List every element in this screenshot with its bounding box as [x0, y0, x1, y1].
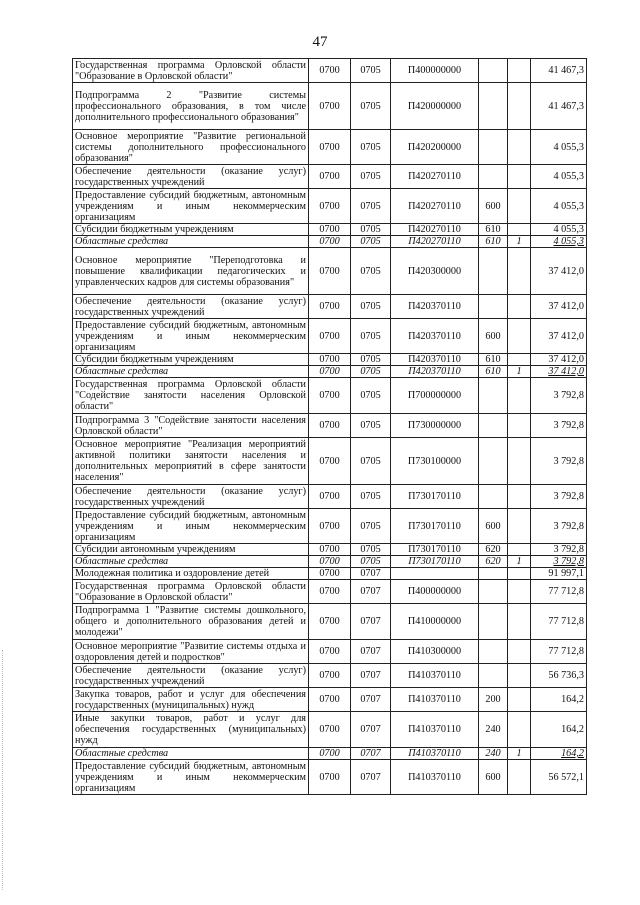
target-article-cell: П730170110: [391, 556, 479, 568]
amount-cell: 4 055,3: [531, 189, 587, 224]
section-code-cell: 0700: [309, 688, 351, 712]
subsection-code-cell: 0705: [351, 509, 391, 544]
funding-source-cell: [508, 189, 531, 224]
section-code-cell: 0700: [309, 414, 351, 438]
table-row: [73, 59, 587, 83]
row-name-cell: Обеспечение деятельности (оказание услуг) государственных учреждений: [73, 165, 309, 189]
section-code-cell: 0700: [309, 580, 351, 604]
subsection-code-cell: 0707: [351, 580, 391, 604]
amount-cell: 37 412,0: [531, 319, 587, 354]
section-code-cell: 0700: [309, 556, 351, 568]
subsection-code-cell: 0705: [351, 438, 391, 485]
section-code-cell: 0700: [309, 295, 351, 319]
funding-source-cell: [508, 354, 531, 366]
subsection-code-cell: 0707: [351, 604, 391, 640]
subsection-code-cell: 0705: [351, 165, 391, 189]
expense-type-cell: [479, 580, 508, 604]
row-name-cell: Областные средства: [73, 748, 309, 760]
expense-type-cell: 600: [479, 319, 508, 354]
funding-source-cell: 1: [508, 748, 531, 760]
section-code-cell: 0700: [309, 236, 351, 248]
target-article-cell: П420270110: [391, 189, 479, 224]
section-code-cell: 0700: [309, 438, 351, 485]
expense-type-cell: 200: [479, 688, 508, 712]
table-row: [73, 378, 587, 414]
target-article-cell: П420370110: [391, 295, 479, 319]
expense-type-cell: 620: [479, 544, 508, 556]
amount-cell: 164,2: [531, 688, 587, 712]
table-row: [73, 604, 587, 640]
row-name-cell: Обеспечение деятельности (оказание услуг) государственных учреждений: [73, 664, 309, 688]
amount-cell: 37 412,0: [531, 354, 587, 366]
target-article-cell: П420370110: [391, 319, 479, 354]
subsection-code-cell: 0705: [351, 366, 391, 378]
funding-source-cell: [508, 438, 531, 485]
expense-type-cell: [479, 664, 508, 688]
amount-cell: 37 412,0: [531, 366, 587, 378]
subsection-code-cell: 0707: [351, 748, 391, 760]
amount-cell: 37 412,0: [531, 248, 587, 295]
amount-cell: 164,2: [531, 748, 587, 760]
section-code-cell: 0700: [309, 485, 351, 509]
funding-source-cell: 1: [508, 236, 531, 248]
subsection-code-cell: 0707: [351, 760, 391, 795]
amount-cell: 164,2: [531, 712, 587, 748]
row-name-cell: Государственная программа Орловской области "Образование в Орловской области": [73, 59, 309, 83]
target-article-cell: П420370110: [391, 354, 479, 366]
subsection-code-cell: 0705: [351, 189, 391, 224]
table-row: [73, 366, 587, 378]
row-name-cell: Субсидии бюджетным учреждениям: [73, 224, 309, 236]
expense-type-cell: [479, 248, 508, 295]
funding-source-cell: [508, 485, 531, 509]
row-name-cell: Основное мероприятие "Развитие системы отдыха и оздоровления детей и подростков": [73, 640, 309, 664]
funding-source-cell: [508, 83, 531, 130]
subsection-code-cell: 0707: [351, 640, 391, 664]
funding-source-cell: [508, 509, 531, 544]
target-article-cell: П730000000: [391, 414, 479, 438]
section-code-cell: 0700: [309, 224, 351, 236]
amount-cell: 56 736,3: [531, 664, 587, 688]
section-code-cell: 0700: [309, 319, 351, 354]
row-name-cell: Обеспечение деятельности (оказание услуг) государственных учреждений: [73, 485, 309, 509]
amount-cell: 56 572,1: [531, 760, 587, 795]
section-code-cell: 0700: [309, 760, 351, 795]
table-row: [73, 748, 587, 760]
target-article-cell: П420270110: [391, 224, 479, 236]
subsection-code-cell: 0707: [351, 712, 391, 748]
margin-scan-artifact: [2, 650, 5, 890]
table-row: [73, 248, 587, 295]
expense-type-cell: 610: [479, 224, 508, 236]
row-name-cell: Государственная программа Орловской области "Образование в Орловской области": [73, 580, 309, 604]
funding-source-cell: [508, 640, 531, 664]
section-code-cell: 0700: [309, 748, 351, 760]
page-number: 47: [312, 34, 328, 50]
funding-source-cell: [508, 544, 531, 556]
table-row: [73, 580, 587, 604]
row-name-cell: Подпрограмма 3 "Содействие занятости населения Орловской области": [73, 414, 309, 438]
row-name-cell: Молодежная политика и оздоровление детей: [73, 568, 309, 580]
amount-cell: 77 712,8: [531, 580, 587, 604]
section-code-cell: 0700: [309, 165, 351, 189]
target-article-cell: П730170110: [391, 544, 479, 556]
amount-cell: 3 792,8: [531, 414, 587, 438]
row-name-cell: Государственная программа Орловской области "Содействие занятости населения Орловской области": [73, 378, 309, 414]
target-article-cell: П410370110: [391, 712, 479, 748]
funding-source-cell: [508, 760, 531, 795]
table-row: [73, 236, 587, 248]
budget-table-body: [73, 59, 587, 795]
subsection-code-cell: 0705: [351, 224, 391, 236]
funding-source-cell: [508, 59, 531, 83]
section-code-cell: 0700: [309, 712, 351, 748]
section-code-cell: 0700: [309, 640, 351, 664]
target-article-cell: П730170110: [391, 485, 479, 509]
table-row: [73, 712, 587, 748]
funding-source-cell: [508, 580, 531, 604]
funding-source-cell: [508, 712, 531, 748]
table-row: [73, 485, 587, 509]
target-article-cell: П410370110: [391, 748, 479, 760]
expense-type-cell: [479, 165, 508, 189]
table-row: [73, 509, 587, 544]
subsection-code-cell: 0705: [351, 248, 391, 295]
row-name-cell: Областные средства: [73, 236, 309, 248]
funding-source-cell: [508, 165, 531, 189]
expense-type-cell: [479, 640, 508, 664]
amount-cell: 4 055,3: [531, 236, 587, 248]
table-row: [73, 664, 587, 688]
table-row: [73, 688, 587, 712]
row-name-cell: Подпрограмма 1 "Развитие системы дошкольного, общего и дополнительного образования детей и молодежи": [73, 604, 309, 640]
expense-type-cell: 600: [479, 509, 508, 544]
funding-source-cell: [508, 319, 531, 354]
funding-source-cell: [508, 414, 531, 438]
target-article-cell: П400000000: [391, 580, 479, 604]
target-article-cell: П410000000: [391, 604, 479, 640]
funding-source-cell: 1: [508, 366, 531, 378]
section-code-cell: 0700: [309, 354, 351, 366]
section-code-cell: 0700: [309, 378, 351, 414]
expense-type-cell: [479, 414, 508, 438]
expense-type-cell: 240: [479, 748, 508, 760]
amount-cell: 4 055,3: [531, 130, 587, 165]
row-name-cell: Областные средства: [73, 556, 309, 568]
table-row: [73, 83, 587, 130]
subsection-code-cell: 0705: [351, 556, 391, 568]
table-row: [73, 556, 587, 568]
row-name-cell: Закупка товаров, работ и услуг для обеспечения государственных (муниципальных) нужд: [73, 688, 309, 712]
subsection-code-cell: 0707: [351, 664, 391, 688]
funding-source-cell: [508, 604, 531, 640]
section-code-cell: 0700: [309, 544, 351, 556]
expense-type-cell: 610: [479, 354, 508, 366]
funding-source-cell: [508, 248, 531, 295]
subsection-code-cell: 0705: [351, 130, 391, 165]
target-article-cell: П700000000: [391, 378, 479, 414]
amount-cell: 3 792,8: [531, 378, 587, 414]
amount-cell: 41 467,3: [531, 59, 587, 83]
target-article-cell: П420270110: [391, 165, 479, 189]
subsection-code-cell: 0707: [351, 688, 391, 712]
row-name-cell: Основное мероприятие "Развитие региональной системы дополнительного профессионального образования": [73, 130, 309, 165]
target-article-cell: П410300000: [391, 640, 479, 664]
amount-cell: 4 055,3: [531, 224, 587, 236]
row-name-cell: Предоставление субсидий бюджетным, автономным учреждениям и иным некоммерческим организациям: [73, 509, 309, 544]
target-article-cell: [391, 568, 479, 580]
expense-type-cell: 240: [479, 712, 508, 748]
target-article-cell: П400000000: [391, 59, 479, 83]
funding-source-cell: [508, 130, 531, 165]
row-name-cell: Обеспечение деятельности (оказание услуг) государственных учреждений: [73, 295, 309, 319]
expense-type-cell: 600: [479, 189, 508, 224]
target-article-cell: П420300000: [391, 248, 479, 295]
funding-source-cell: [508, 568, 531, 580]
section-code-cell: 0700: [309, 130, 351, 165]
table-row: [73, 319, 587, 354]
section-code-cell: 0700: [309, 189, 351, 224]
expense-type-cell: [479, 438, 508, 485]
row-name-cell: Субсидии автономным учреждениям: [73, 544, 309, 556]
row-name-cell: Иные закупки товаров, работ и услуг для обеспечения государственных (муниципальных) нужд: [73, 712, 309, 748]
funding-source-cell: 1: [508, 556, 531, 568]
amount-cell: 3 792,8: [531, 509, 587, 544]
row-name-cell: Предоставление субсидий бюджетным, автономным учреждениям и иным некоммерческим организациям: [73, 319, 309, 354]
table-row: [73, 640, 587, 664]
table-row: [73, 438, 587, 485]
amount-cell: 77 712,8: [531, 640, 587, 664]
table-row: [73, 354, 587, 366]
row-name-cell: Основное мероприятие "Реализация мероприятий активной политики занятости населения и дополнительных мероприятий в сфере занятости населения": [73, 438, 309, 485]
subsection-code-cell: 0705: [351, 485, 391, 509]
amount-cell: 37 412,0: [531, 295, 587, 319]
row-name-cell: Предоставление субсидий бюджетным, автономным учреждениям и иным некоммерческим организациям: [73, 189, 309, 224]
section-code-cell: 0700: [309, 509, 351, 544]
subsection-code-cell: 0705: [351, 319, 391, 354]
expense-type-cell: [479, 295, 508, 319]
target-article-cell: П420370110: [391, 366, 479, 378]
row-name-cell: Подпрограмма 2 "Развитие системы профессионального образования, в том числе дополнительного профессионального образования": [73, 83, 309, 130]
budget-table: [72, 58, 587, 795]
subsection-code-cell: 0705: [351, 378, 391, 414]
row-name-cell: Субсидии бюджетным учреждениям: [73, 354, 309, 366]
row-name-cell: Предоставление субсидий бюджетным, автономным учреждениям и иным некоммерческим организациям: [73, 760, 309, 795]
expense-type-cell: [479, 59, 508, 83]
section-code-cell: 0700: [309, 248, 351, 295]
expense-type-cell: 610: [479, 366, 508, 378]
amount-cell: 41 467,3: [531, 83, 587, 130]
subsection-code-cell: 0705: [351, 236, 391, 248]
expense-type-cell: 600: [479, 760, 508, 795]
target-article-cell: П730170110: [391, 509, 479, 544]
funding-source-cell: [508, 688, 531, 712]
amount-cell: 3 792,8: [531, 438, 587, 485]
funding-source-cell: [508, 224, 531, 236]
amount-cell: 3 792,8: [531, 485, 587, 509]
section-code-cell: 0700: [309, 366, 351, 378]
target-article-cell: П410370110: [391, 664, 479, 688]
table-row: [73, 568, 587, 580]
amount-cell: 91 997,1: [531, 568, 587, 580]
subsection-code-cell: 0705: [351, 83, 391, 130]
subsection-code-cell: 0705: [351, 414, 391, 438]
target-article-cell: П420000000: [391, 83, 479, 130]
table-row: [73, 295, 587, 319]
section-code-cell: 0700: [309, 59, 351, 83]
section-code-cell: 0700: [309, 83, 351, 130]
target-article-cell: П420200000: [391, 130, 479, 165]
subsection-code-cell: 0707: [351, 568, 391, 580]
subsection-code-cell: 0705: [351, 59, 391, 83]
expense-type-cell: 620: [479, 556, 508, 568]
table-row: [73, 760, 587, 795]
section-code-cell: 0700: [309, 568, 351, 580]
table-row: [73, 224, 587, 236]
expense-type-cell: [479, 604, 508, 640]
expense-type-cell: 610: [479, 236, 508, 248]
expense-type-cell: [479, 130, 508, 165]
subsection-code-cell: 0705: [351, 354, 391, 366]
subsection-code-cell: 0705: [351, 544, 391, 556]
table-row: [73, 189, 587, 224]
target-article-cell: П730100000: [391, 438, 479, 485]
table-row: [73, 414, 587, 438]
target-article-cell: П410370110: [391, 760, 479, 795]
funding-source-cell: [508, 664, 531, 688]
table-row: [73, 165, 587, 189]
amount-cell: 4 055,3: [531, 165, 587, 189]
amount-cell: 77 712,8: [531, 604, 587, 640]
target-article-cell: П410370110: [391, 688, 479, 712]
amount-cell: 3 792,8: [531, 544, 587, 556]
section-code-cell: 0700: [309, 604, 351, 640]
row-name-cell: Основное мероприятие "Переподготовка и повышение квалификации педагогических и управленческих кадров для системы образования": [73, 248, 309, 295]
subsection-code-cell: 0705: [351, 295, 391, 319]
expense-type-cell: [479, 568, 508, 580]
table-row: [73, 544, 587, 556]
amount-cell: 3 792,8: [531, 556, 587, 568]
funding-source-cell: [508, 378, 531, 414]
expense-type-cell: [479, 83, 508, 130]
expense-type-cell: [479, 485, 508, 509]
section-code-cell: 0700: [309, 664, 351, 688]
expense-type-cell: [479, 378, 508, 414]
target-article-cell: П420270110: [391, 236, 479, 248]
table-row: [73, 130, 587, 165]
funding-source-cell: [508, 295, 531, 319]
row-name-cell: Областные средства: [73, 366, 309, 378]
